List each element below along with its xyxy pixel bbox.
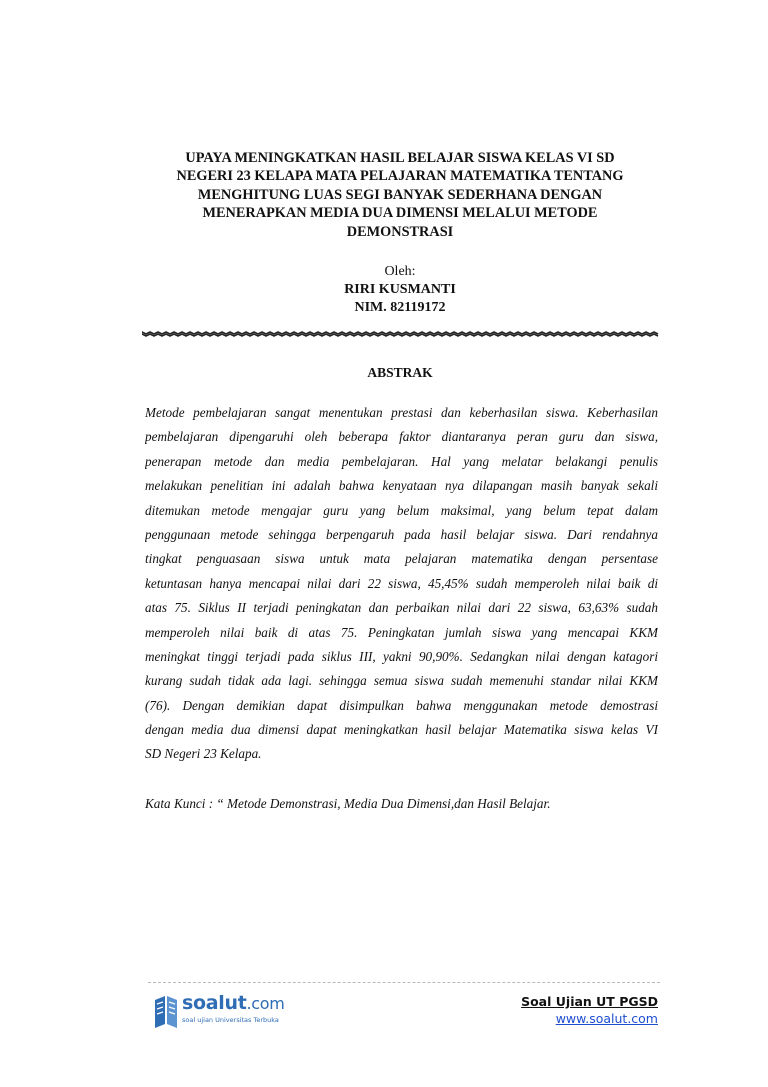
book-icon [152, 994, 180, 1032]
site-url-link[interactable]: www.soalut.com [555, 1011, 658, 1026]
logo-text: soalut [182, 992, 247, 1014]
abstract-line: dengan media dua dimensi dapat meningkatkan hasil belajar Matematika siswa kelas VI [145, 722, 658, 738]
abstract-line: ditemukan metode mengajar guru yang belum maksimal, yang belum tepat dalam [145, 502, 658, 518]
keywords: Kata Kunci : “ Metode Demonstrasi, Media Dua Dimensi,dan Hasil Belajar. [145, 796, 551, 811]
abstract-line: pembelajaran dipengaruhi oleh beberapa faktor diantaranya peran guru dan siswa, [145, 429, 658, 445]
soalut-logo[interactable] [152, 992, 292, 1034]
title-line: NEGERI 23 KELAPA MATA PELAJARAN MATEMATIKA TENTANG [176, 168, 624, 185]
abstract-line: melakukan penelitian ini adalah bahwa kenyataan nya dilapangan masih banyak sekali [145, 478, 658, 494]
abstract-line: (76). Dengan demikian dapat disimpulkan bahwa menggunakan metode demostrasi [145, 697, 658, 713]
author-name: RIRI KUSMANTI [344, 282, 456, 297]
logo-wordmark [182, 992, 285, 1014]
abstract-line: Metode pembelajaran sangat menentukan prestasi dan keberhasilan siswa. Keberhasilan [145, 405, 658, 420]
abstract-line: SD Negeri 23 Kelapa. [145, 746, 262, 762]
document-title [140, 149, 660, 241]
abstract-line: tingkat penguasaan siswa untuk mata pelajaran matematika dengan persentase [145, 551, 658, 567]
title-line: MENGHITUNG LUAS SEGI BANYAK SEDERHANA DENGAN [197, 186, 603, 203]
title-line: MENERAPKAN MEDIA DUA DIMENSI MELALUI METODE [202, 205, 598, 222]
abstract-line: penggunaan metode sehingga berpengaruh pada hasil belajar siswa. Dari rendahnya [145, 526, 658, 542]
wavy-divider [142, 330, 660, 338]
logo-tagline: soal ujian Universitas Terbuka [182, 1016, 279, 1024]
abstract-heading: ABSTRAK [367, 365, 433, 380]
site-title-link[interactable]: Soal Ujian UT PGSD [521, 994, 658, 1009]
title-line: DEMONSTRASI [346, 223, 454, 240]
footer-divider [148, 982, 660, 983]
author-nim: NIM. 82119172 [354, 300, 446, 315]
site-branding [521, 993, 658, 1027]
abstract-line: kurang sudah tidak ada lagi. sehingga semua siswa sudah memenuhi standar nilai KKM [145, 673, 658, 689]
abstract-body [145, 401, 658, 767]
abstract-line: meningkat tinggi terjadi pada siklus III, yakni 90,90%. Sedangkan nilai dengan katagori [145, 648, 658, 664]
logo-suffix: .com [246, 994, 285, 1013]
abstract-line: ketuntasan hanya mencapai nilai dari 22 siswa, 45,45% sudah memperoleh nilai baik di [145, 575, 658, 591]
author-block [300, 263, 500, 317]
abstract-line: penerapan metode dan media pembelajaran. Hal yang melatar belakangi penulis [145, 453, 658, 469]
abstract-line: atas 75. Siklus II terjadi peningkatan dan perbaikan nilai dari 22 siswa, 63,63% sudah [145, 600, 658, 616]
abstract-line: memperoleh nilai baik di atas 75. Peningkatan jumlah siswa yang mencapai KKM [145, 624, 658, 640]
title-line: UPAYA MENINGKATKAN HASIL BELAJAR SISWA KELAS VI SD [185, 150, 615, 166]
author-label: Oleh: [384, 264, 416, 279]
